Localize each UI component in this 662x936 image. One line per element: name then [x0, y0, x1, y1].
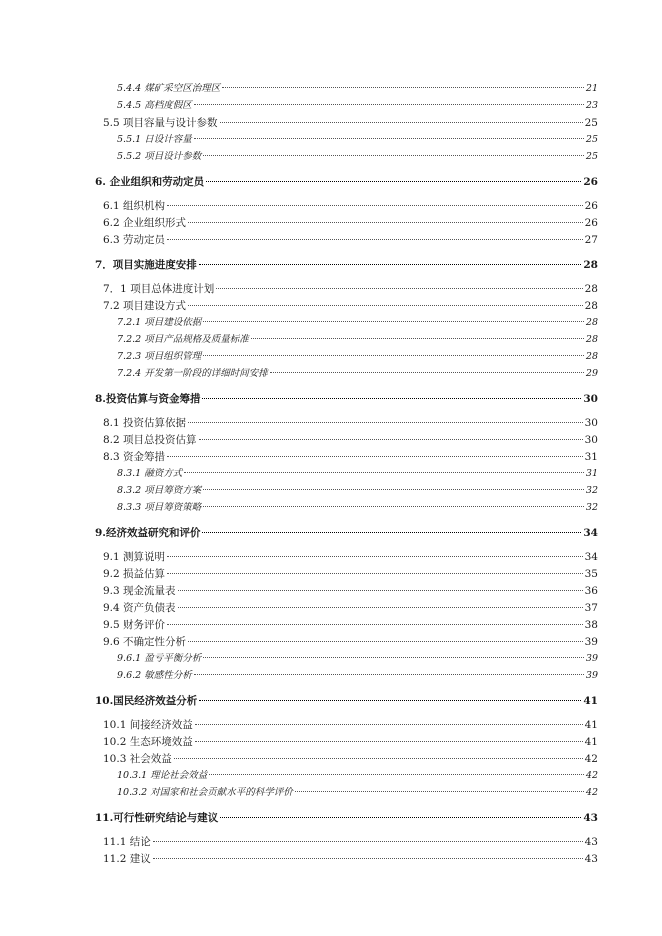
toc-page-number: 37 — [584, 602, 598, 614]
dot-leader — [202, 398, 581, 399]
toc-page-number: 25 — [585, 151, 598, 162]
toc-entry[interactable] — [103, 835, 598, 849]
toc-entry[interactable] — [117, 467, 598, 481]
toc-page-number: 32 — [585, 485, 598, 496]
toc-page-number: 41 — [584, 719, 598, 731]
toc-entry-title: 10.1 间接经济效益 — [103, 719, 193, 731]
toc-page-number: 31 — [584, 451, 598, 463]
toc-entry[interactable] — [117, 669, 598, 683]
toc-entry[interactable] — [117, 769, 598, 783]
toc-entry[interactable] — [117, 484, 598, 498]
dot-leader — [167, 556, 583, 557]
dot-leader — [203, 657, 584, 658]
toc-entry-title: 6.3 劳动定员 — [103, 234, 166, 246]
toc-entry-title: 5.4.4 煤矿采空区治理区 — [117, 83, 221, 94]
dot-leader — [206, 181, 581, 182]
toc-entry-title: 5.5.1 日设计容量 — [117, 134, 192, 145]
dot-leader — [153, 858, 583, 859]
dot-leader — [194, 674, 584, 675]
toc-page-number: 28 — [584, 283, 598, 295]
toc-page-number: 30 — [584, 434, 598, 446]
toc-entry-title: 10.3 社会效益 — [103, 753, 172, 765]
dot-leader — [195, 724, 583, 725]
toc-page-number: 39 — [584, 636, 598, 648]
toc-entry-title: 6. 企业组织和劳动定员 — [95, 176, 205, 188]
toc-page-number: 43 — [584, 853, 598, 865]
toc-entry[interactable] — [103, 852, 598, 866]
toc-chapter-entry[interactable] — [95, 258, 598, 272]
toc-entry-title: 8.3.3 项目筹资策略 — [117, 502, 202, 513]
dot-leader — [199, 264, 582, 265]
toc-chapter-entry[interactable] — [95, 392, 598, 406]
toc-entry-title: 11.1 结论 — [103, 836, 151, 848]
dot-leader — [203, 489, 584, 490]
toc-entry-title: 5.4.5 高档度假区 — [117, 100, 192, 111]
toc-page-number: 41 — [583, 695, 598, 707]
toc-entry-title: 11.2 建议 — [103, 853, 151, 865]
toc-page-number: 25 — [585, 134, 598, 145]
dot-leader — [188, 641, 583, 642]
dot-leader — [184, 472, 584, 473]
dot-leader — [178, 590, 583, 591]
dot-leader — [167, 624, 583, 625]
dot-leader — [203, 355, 584, 356]
toc-entry-title: 7.2.2 项目产品规格及质量标准 — [117, 334, 249, 345]
dot-leader — [220, 817, 581, 818]
toc-entry-title: 7．项目实施进度安排 — [95, 259, 197, 271]
toc-chapter-entry[interactable] — [95, 175, 598, 189]
toc-page-number: 34 — [583, 527, 598, 539]
toc-page-number: 28 — [585, 351, 598, 362]
dot-leader — [220, 122, 583, 123]
toc-page-number: 39 — [585, 653, 598, 664]
dot-leader — [251, 338, 584, 339]
toc-entry-title: 9.6.1 盈亏平衡分析 — [117, 653, 202, 664]
toc-entry-title: 9.6 不确定性分析 — [103, 636, 187, 648]
toc-entry[interactable] — [117, 350, 598, 364]
dot-leader — [203, 321, 584, 322]
toc-entry-title: 8.3 资金筹措 — [103, 451, 166, 463]
toc-entry[interactable] — [103, 450, 598, 464]
toc-page-number: 26 — [583, 176, 598, 188]
dot-leader — [194, 138, 584, 139]
toc-entry-title: 8.1 投资估算依据 — [103, 417, 187, 429]
toc-entry-title: 9.3 现金流量表 — [103, 585, 176, 597]
toc-entry-title: 11.可行性研究结论与建议 — [95, 812, 219, 824]
toc-entry-title: 8.投资估算与资金筹措 — [95, 393, 201, 405]
toc-entry[interactable] — [103, 635, 598, 649]
toc-entry-title: 6.2 企业组织形式 — [103, 217, 187, 229]
toc-entry[interactable] — [103, 584, 598, 598]
dot-leader — [188, 305, 583, 306]
toc-entry-title: 9.6.2 敏感性分析 — [117, 670, 192, 681]
dot-leader — [167, 456, 583, 457]
toc-page-number: 42 — [584, 753, 598, 765]
toc-entry[interactable] — [103, 282, 598, 296]
dot-leader — [188, 422, 583, 423]
toc-entry-title: 10.2 生态环境效益 — [103, 736, 193, 748]
toc-entry[interactable] — [117, 367, 598, 381]
toc-entry[interactable] — [117, 99, 598, 113]
dot-leader — [167, 205, 583, 206]
toc-entry-title: 7.2.1 项目建设依据 — [117, 317, 202, 328]
toc-page-number: 36 — [584, 585, 598, 597]
dot-leader — [202, 532, 581, 533]
toc-entry[interactable] — [117, 786, 598, 800]
toc-page-number: 41 — [584, 736, 598, 748]
dot-leader — [167, 239, 583, 240]
toc-page-number: 42 — [585, 770, 598, 781]
toc-page-number: 35 — [584, 568, 598, 580]
toc-page-number: 28 — [585, 317, 598, 328]
dot-leader — [209, 774, 584, 775]
toc-entry-title: 9.4 资产负债表 — [103, 602, 176, 614]
toc-entry-title: 5.5 项目容量与设计参数 — [103, 117, 218, 129]
toc-page-number: 34 — [584, 551, 598, 563]
toc-entry[interactable] — [103, 618, 598, 632]
toc-entry[interactable] — [103, 199, 598, 213]
toc-entry[interactable] — [117, 150, 598, 164]
toc-entry-title: 10.3.2 对国家和社会贡献水平的科学评价 — [117, 787, 293, 798]
toc-entry-title: 9.2 损益估算 — [103, 568, 166, 580]
toc-page-number: 32 — [585, 502, 598, 513]
toc-entry[interactable] — [117, 82, 598, 96]
toc-page-number: 28 — [585, 334, 598, 345]
dot-leader — [295, 791, 584, 792]
toc-page-number: 31 — [585, 468, 598, 479]
dot-leader — [194, 104, 584, 105]
toc-entry-title: 7.2.4 开发第一阶段的详细时间安排 — [117, 368, 268, 379]
toc-entry-title: 10.国民经济效益分析 — [95, 695, 198, 707]
toc-page-number: 28 — [583, 259, 598, 271]
dot-leader — [153, 841, 583, 842]
toc-page-number: 23 — [585, 100, 598, 111]
toc-entry-title: 5.5.2 项目设计参数 — [117, 151, 202, 162]
toc-page-number: 28 — [584, 300, 598, 312]
toc-entry-title: 9.5 财务评价 — [103, 619, 166, 631]
toc-page-number: 43 — [584, 836, 598, 848]
toc-page-number: 38 — [584, 619, 598, 631]
toc-entry-title: 7.2 项目建设方式 — [103, 300, 187, 312]
toc-chapter-entry[interactable] — [95, 526, 598, 540]
toc-entry[interactable] — [103, 601, 598, 615]
toc-entry-title: 9.经济效益研究和评价 — [95, 527, 201, 539]
toc-entry[interactable] — [117, 652, 598, 666]
dot-leader — [167, 573, 583, 574]
toc-entry[interactable] — [103, 433, 598, 447]
toc-entry[interactable] — [103, 550, 598, 564]
toc-entry[interactable] — [117, 501, 598, 515]
toc-entry[interactable] — [103, 116, 598, 130]
dot-leader — [199, 700, 581, 701]
toc-page-number: 30 — [583, 393, 598, 405]
toc-entry[interactable] — [103, 216, 598, 230]
toc-entry[interactable] — [103, 718, 598, 732]
toc-entry-title: 8.2 项目总投资估算 — [103, 434, 197, 446]
toc-entry[interactable] — [103, 416, 598, 430]
toc-page-number: 27 — [584, 234, 598, 246]
toc-entry[interactable] — [103, 233, 598, 247]
toc-entry[interactable] — [117, 133, 598, 147]
dot-leader — [270, 372, 584, 373]
toc-page-number: 26 — [584, 200, 598, 212]
dot-leader — [188, 222, 583, 223]
toc-entry-title: 8.3.1 融资方式 — [117, 468, 183, 479]
toc-page-number: 42 — [585, 787, 598, 798]
toc-page-number: 39 — [585, 670, 598, 681]
toc-entry[interactable] — [103, 299, 598, 313]
toc-entry-title: 10.3.1 理论社会效益 — [117, 770, 208, 781]
dot-leader — [216, 288, 582, 289]
toc-entry-title: 7.2.3 项目组织管理 — [117, 351, 202, 362]
dot-leader — [203, 506, 584, 507]
toc-entry-title: 7．1 项目总体进度计划 — [103, 283, 215, 295]
toc-page-number: 26 — [584, 217, 598, 229]
dot-leader — [222, 87, 584, 88]
toc-page-number: 30 — [584, 417, 598, 429]
dot-leader — [178, 607, 583, 608]
toc-entry[interactable] — [117, 333, 598, 347]
toc-entry-title: 8.3.2 项目筹资方案 — [117, 485, 202, 496]
toc-page-number: 25 — [584, 117, 598, 129]
toc-page-number: 21 — [585, 83, 598, 94]
toc-chapter-entry[interactable] — [95, 694, 598, 708]
toc-entry[interactable] — [117, 316, 598, 330]
dot-leader — [174, 758, 583, 759]
dot-leader — [199, 439, 583, 440]
toc-entry-title: 6.1 组织机构 — [103, 200, 166, 212]
toc-entry-title: 9.1 测算说明 — [103, 551, 166, 563]
toc-page-number: 29 — [585, 368, 598, 379]
toc-entry[interactable] — [103, 567, 598, 581]
dot-leader — [195, 741, 583, 742]
dot-leader — [203, 155, 584, 156]
toc-page-number: 43 — [583, 812, 598, 824]
toc-entry[interactable] — [103, 752, 598, 766]
toc-chapter-entry[interactable] — [95, 811, 598, 825]
toc-entry[interactable] — [103, 735, 598, 749]
